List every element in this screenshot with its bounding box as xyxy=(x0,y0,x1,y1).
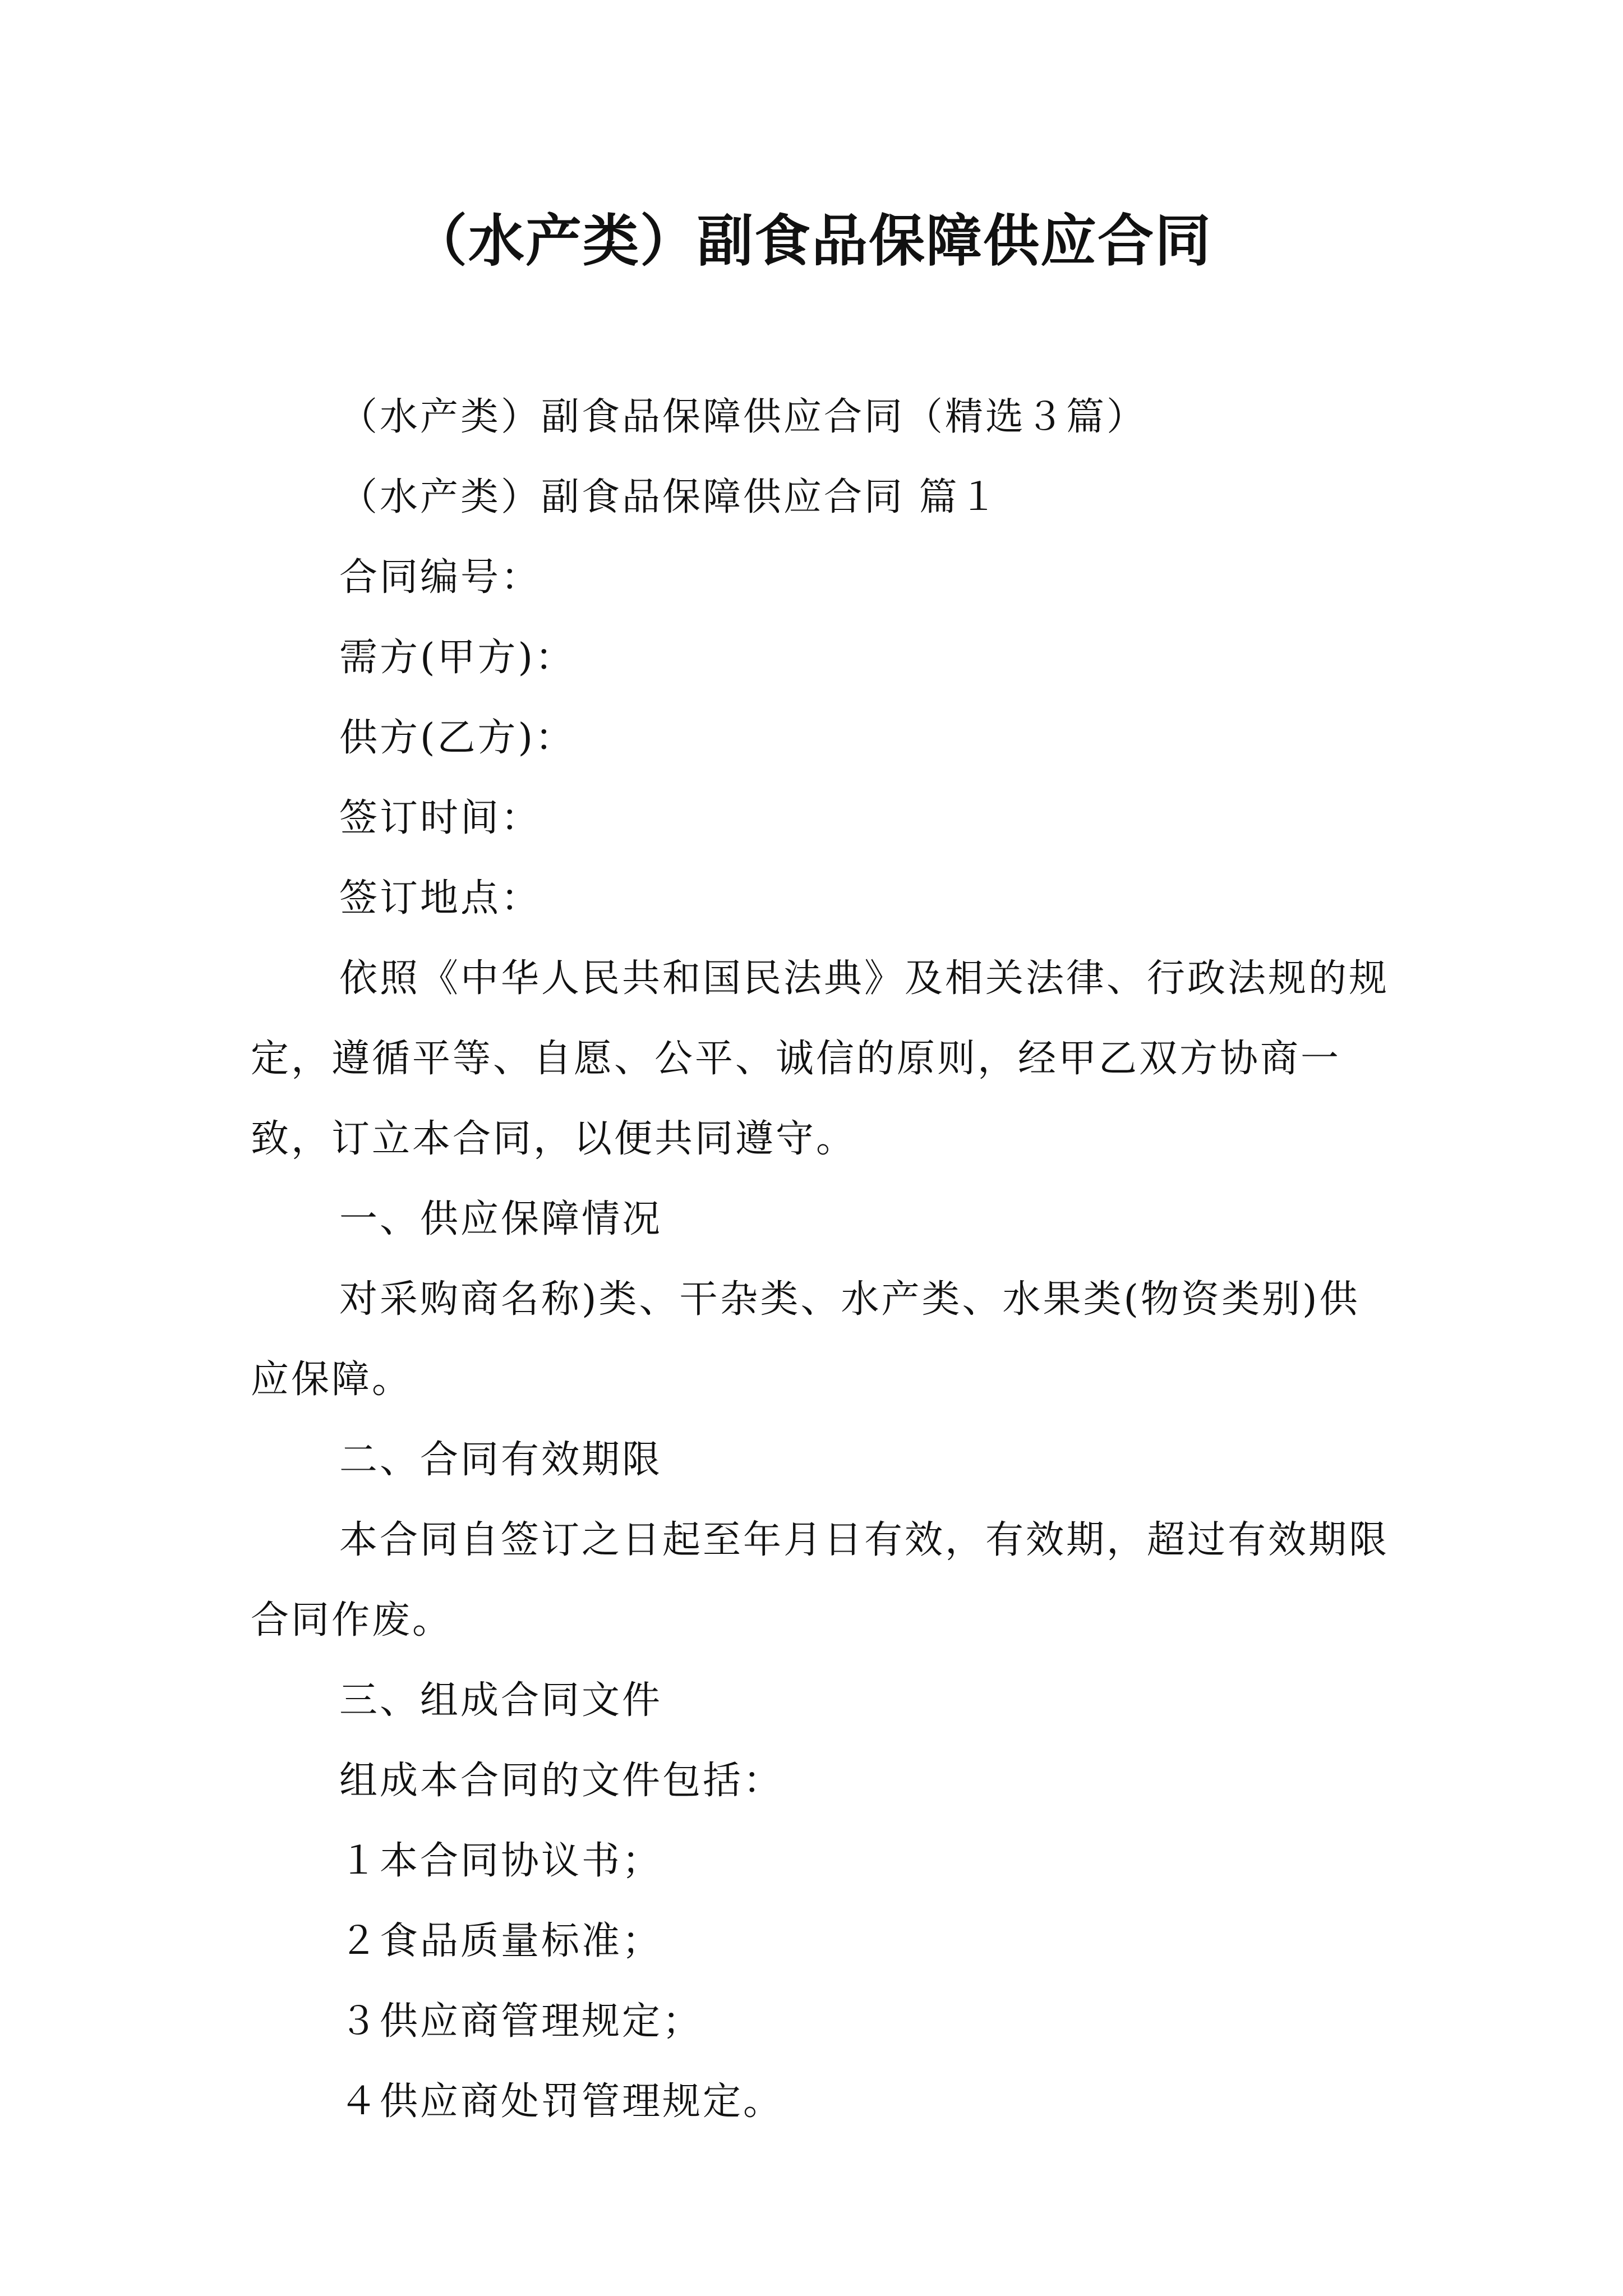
document-body xyxy=(251,377,1389,2142)
section-2-heading: 二、合同有效期限 xyxy=(339,1438,663,1482)
list-item: １本合同协议书； xyxy=(339,1839,663,1883)
list-item: ２食品质量标准； xyxy=(339,1919,663,1963)
chapter-heading: （水产类）副食品保障供应合同 篇１ xyxy=(339,475,1000,519)
subtitle-line: （水产类）副食品保障供应合同（精选３篇） xyxy=(339,395,1147,439)
list-item: ４供应商处罚管理规定。 xyxy=(339,2079,784,2124)
contract-number-field: 合同编号： xyxy=(339,555,542,600)
party-b-field: 供方(乙方)： xyxy=(339,716,576,760)
preamble-paragraph: 依照《中华人民共和国民法典》及相关法律、行政法规的规定，遵循平等、自愿、公平、诚信的原则，经甲乙双方协商一致，订立本合同，以便共同遵守。 xyxy=(251,956,1390,1161)
section-3-heading: 三、组成合同文件 xyxy=(339,1678,663,1723)
section-1-body: 对采购商名称)类、干杂类、水产类、水果类(物资类别)供应保障。 xyxy=(251,1277,1360,1402)
section-2-body: 本合同自签订之日起至年月日有效，有效期，超过有效期限合同作废。 xyxy=(251,1518,1390,1642)
section-1-heading: 一、供应保障情况 xyxy=(339,1197,663,1241)
list-item: ３供应商管理规定； xyxy=(339,1999,703,2044)
party-a-field: 需方(甲方)： xyxy=(339,636,576,680)
sign-time-field: 签订时间： xyxy=(339,796,542,840)
sign-place-field: 签订地点： xyxy=(339,876,542,921)
section-3-intro: 组成本合同的文件包括： xyxy=(339,1759,784,1803)
document-title: （水产类）副食品保障供应合同 xyxy=(411,208,1212,274)
